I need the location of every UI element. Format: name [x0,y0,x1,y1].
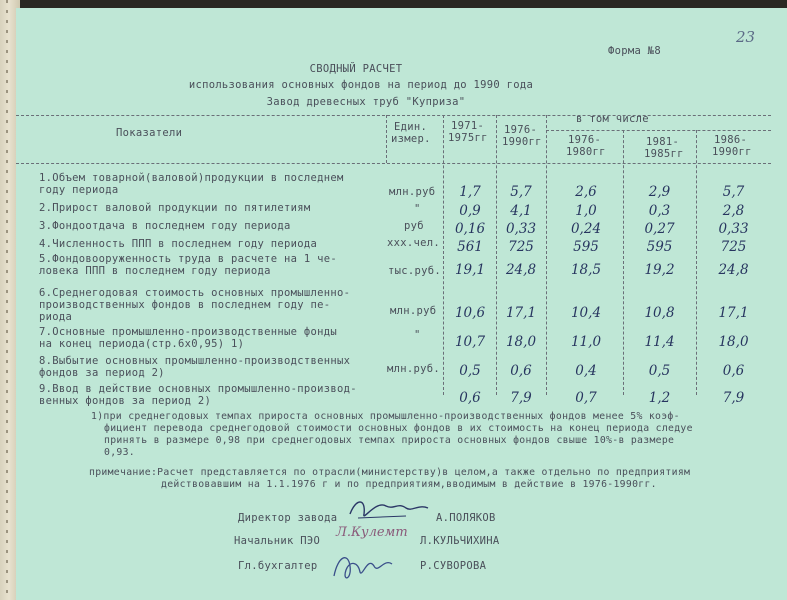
document-page [16,8,787,600]
row-7-label-2: на конец периода(стр.6х0,95) 1) [39,338,245,350]
row-2-val-3: 1,0 [575,203,597,219]
row-3-val-4: 0,27 [644,221,675,237]
header-top-rule [16,115,771,116]
footnote-line-1: 1)при среднегодовых темпах прироста основных промышленно-производственных фондов менее 5% коэф- [91,411,680,422]
row-2-val-4: 0,3 [648,203,671,219]
row-6-val-2: 17,1 [505,305,537,321]
row-8-val-2: 0,6 [510,363,532,379]
row-5-val-2: 24,8 [505,262,537,278]
row-7-val-2: 18,0 [505,334,537,350]
row-5-unit: тыс.руб. [388,265,441,277]
header-s3-2: 1990гг [712,146,752,158]
row-6-val-3: 10,4 [570,305,602,321]
row-9-val-2: 7,9 [510,390,532,406]
signature-role-director: Директор завода [238,512,338,524]
row-7-unit: " [414,329,421,341]
row-6-val-1: 10,6 [454,305,486,321]
row-9-label-2: венных фондов за период 2) [39,395,212,407]
col-divider-3 [496,115,497,395]
row-6-unit: млн.руб [390,305,437,317]
row-3-val-5: 0,33 [718,221,749,237]
row-8-val-1: 0,5 [459,363,481,379]
row-2-unit: " [414,203,421,215]
row-8-unit: млн.руб. [387,363,440,375]
row-8-label-1: 8.Выбытие основных промышленно-производственных [39,355,351,367]
footnote-line-4: 0,93. [104,447,135,458]
signature-name-peo: Л.КУЛЬЧИХИНА [420,535,500,547]
row-6-label-2: производственных фондов в последнем году пе- [39,299,331,311]
signature-director-mark [346,492,432,524]
signature-accountant-mark [328,546,398,586]
row-5-label-2: ловека ППП в последнем году периода [39,265,271,277]
header-s3-1: 1986- [714,134,748,146]
row-5-label-1: 5.Фондовооруженность труда в расчете на 1 че- [39,253,337,265]
title-line-1: СВОДНЫЙ РАСЧЕТ [309,63,403,75]
row-2-label-1: 2.Прирост валовой продукции по пятилетиям [39,202,311,214]
row-1-label-2: году периода [39,184,119,196]
row-8-val-5: 0,6 [722,363,745,379]
row-1-unit: млн.руб [389,186,436,198]
row-1-val-2: 5,7 [510,184,532,200]
signature-role-peo: Начальник ПЭО [234,535,321,547]
row-6-label-1: 6.Среднегодовая стоимость основных промышленно- [39,287,351,299]
row-9-val-4: 1,2 [648,390,671,406]
row-9-val-3: 0,7 [575,390,597,406]
row-2-val-1: 0,9 [459,203,481,219]
row-7-val-4: 11,4 [644,334,675,350]
signature-name-director: А.ПОЛЯКОВ [436,512,496,524]
row-6-val-5: 17,1 [718,305,749,321]
row-2-val-5: 2,8 [722,203,745,219]
row-8-val-3: 0,4 [575,363,597,379]
row-1-label-1: 1.Объем товарной(валовой)продукции в последнем [39,172,344,184]
row-3-val-2: 0,33 [505,221,537,237]
page-number: 23 [736,28,756,46]
signature-name-accountant: Р.СУВОРОВА [420,560,487,572]
row-4-label-1: 4.Численность ППП в последнем году периода [39,238,318,250]
header-s1-1: 1976- [568,134,602,146]
row-3-unit: руб [404,220,424,232]
header-incl: в том числе [576,113,649,125]
row-4-val-2: 725 [508,239,534,255]
row-8-val-4: 0,5 [648,363,671,379]
row-7-val-5: 18,0 [718,334,749,350]
row-6-val-4: 10,8 [644,305,675,321]
row-1-val-1: 1,7 [459,184,481,200]
footnote-line-3: принять в размере 0,98 при среднегодовых темпах прироста основных фондов свыше 10%-в размере [104,435,675,446]
row-9-val-1: 0,6 [459,390,481,406]
col-divider-2 [443,115,444,395]
header-unit-1: Един. [394,121,428,133]
row-9-val-5: 7,9 [722,390,745,406]
row-2-val-2: 4,1 [510,203,532,219]
row-4-val-4: 595 [646,239,673,255]
row-7-val-1: 10,7 [454,334,486,350]
header-p1-2: 1975гг [448,132,488,144]
row-8-label-2: фондов за период 2) [39,367,165,379]
form-label: Форма №8 [608,45,661,57]
subheader-rule [546,130,771,131]
row-4-val-3: 595 [573,239,599,255]
row-5-val-4: 19,2 [644,262,675,278]
row-1-val-3: 2,6 [575,184,597,200]
signature-role-accountant: Гл.бухгалтер [238,560,318,572]
row-4-val-5: 725 [720,239,747,255]
header-s2-1: 1981- [646,136,680,148]
row-7-val-3: 11,0 [570,334,602,350]
title-line-2: использования основных фондов на период до 1990 года [188,79,534,91]
row-9-label-1: 9.Ввод в действие основных промышленно-производ- [39,383,357,395]
row-5-val-5: 24,8 [718,262,749,278]
row-3-val-3: 0,24 [570,221,602,237]
header-s2-2: 1985гг [644,148,684,160]
row-1-val-4: 2,9 [648,184,671,200]
header-p2-2: 1990гг [502,136,542,148]
header-bottom-rule [16,163,771,164]
col-divider-4 [546,115,547,395]
row-3-val-1: 0,16 [454,221,486,237]
row-4-unit: ххх.чел. [387,237,440,249]
row-3-label-1: 3.Фондоотдача в последнем году периода [39,220,291,232]
row-7-label-1: 7.Основные промышленно-производственные фонды [39,326,337,338]
header-p2-1: 1976- [504,124,538,136]
col-divider-1 [386,115,387,163]
footnote-line-2: фициент перевода среднегодовой стоимости основных фондов в их стоимость на конец периода следуе [104,423,693,434]
header-p1-1: 1971- [451,120,485,132]
note-line-2: действовавшим на 1.1.1976 г и по предприятиям,вводимым в действие в 1976-1990гг. [161,479,657,490]
title-line-3: Завод древесных труб "Куприза" [266,96,466,108]
row-1-val-5: 5,7 [722,184,745,200]
note-line-1: примечание:Расчет представляется по отрасли(министерству)в целом,а также отдельно по предприятиям [89,467,691,478]
row-5-val-3: 18,5 [570,262,602,278]
row-5-val-1: 19,1 [454,262,486,278]
binding-holes [6,0,8,600]
header-indicators: Показатели [116,127,183,139]
header-s1-2: 1980гг [566,146,606,158]
row-4-val-1: 561 [457,239,483,255]
row-6-label-3: риода [39,311,73,323]
header-unit-2: измер. [391,133,431,145]
signature-peo-mark: Л.Кулемт [336,525,408,540]
